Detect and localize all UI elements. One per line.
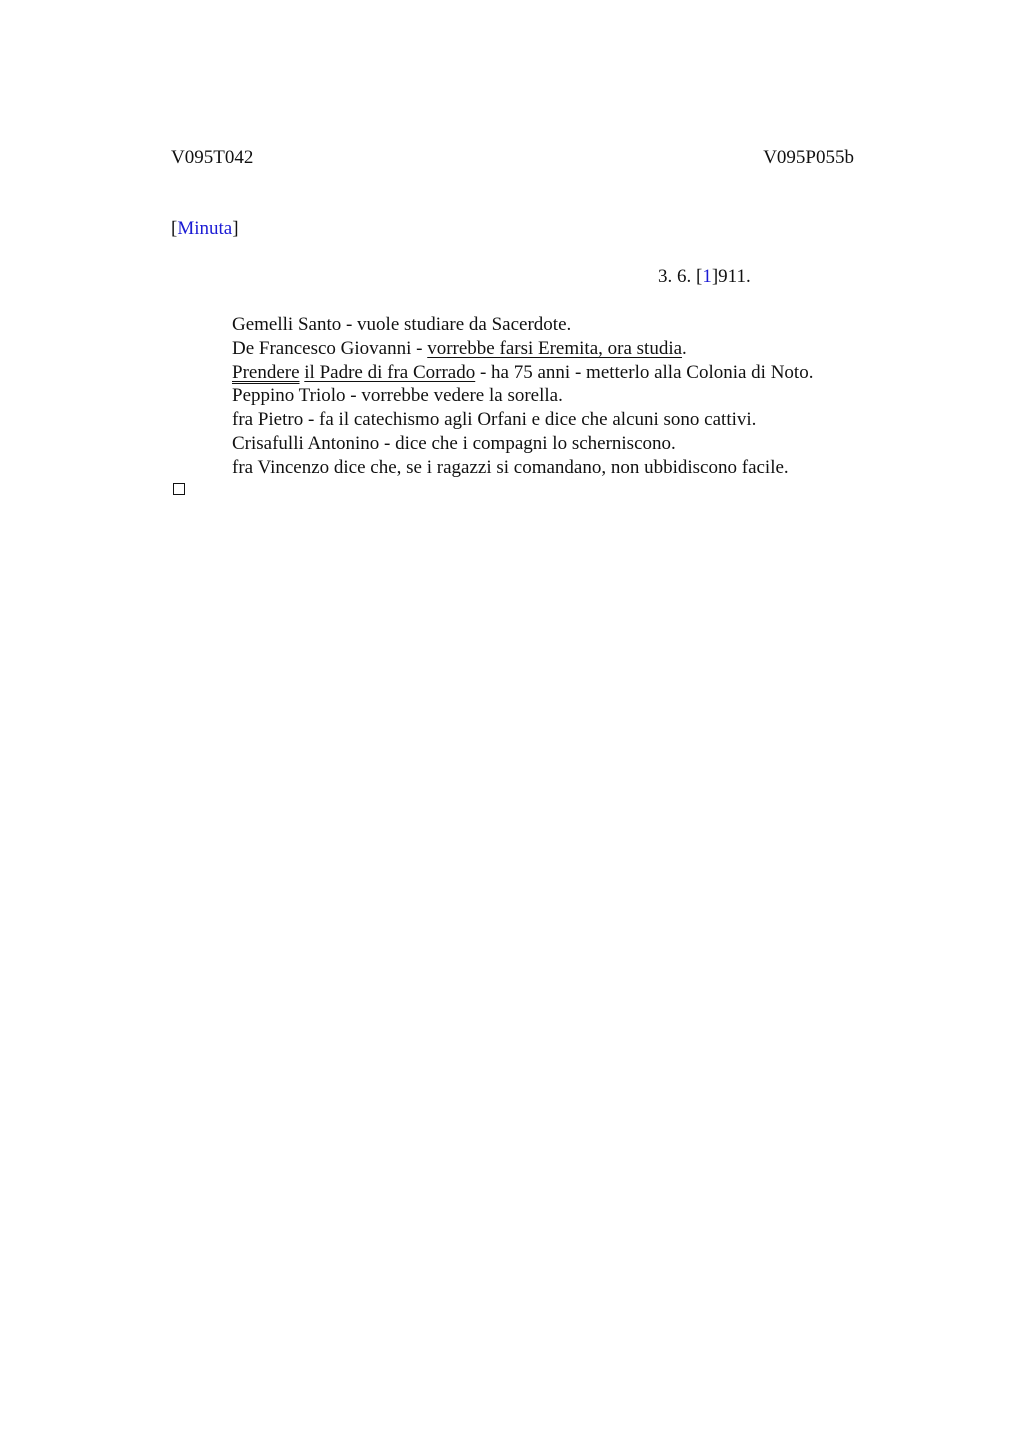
entry-peppino-triolo: Peppino Triolo - vorrebbe vedere la sorella. xyxy=(232,385,563,407)
bracket-close: ] xyxy=(232,218,239,239)
entry-crisafulli-antonino: Crisafulli Antonino - dice che i compagni lo scherniscono. xyxy=(232,432,676,454)
date-suffix: ]911. xyxy=(711,266,751,287)
end-of-text-square-icon xyxy=(173,483,185,495)
entry-fra-pietro: fra Pietro - fa il catechismo agli Orfani e dice che alcuni sono cattivi. xyxy=(232,409,757,431)
entry-end: . xyxy=(682,337,687,359)
underlined-text: vorrebbe farsi Eremita, ora studia xyxy=(427,337,683,359)
underlined-text: il Padre di fra Corrado xyxy=(304,361,476,383)
entry-de-francesco-giovanni xyxy=(232,337,813,361)
document-type-label xyxy=(171,218,239,240)
date-prefix: 3. 6. [ xyxy=(658,266,703,287)
minuta-label: Minuta xyxy=(177,218,233,239)
entry-name: De Francesco Giovanni - xyxy=(232,337,428,359)
entry-rest: - ha 75 anni - metterlo alla Colonia di Noto. xyxy=(475,361,814,383)
document-code-left: V095T042 xyxy=(171,147,254,168)
entry-gemelli-santo: Gemelli Santo - vuole studiare da Sacerdote. xyxy=(232,314,572,335)
document-code-right: V095P055b xyxy=(763,147,854,168)
entries-list xyxy=(232,313,813,480)
bracket-open: [ xyxy=(171,218,178,239)
entry-padre-fra-corrado xyxy=(232,361,813,385)
entry-fra-vincenzo: fra Vincenzo dice che, se i ragazzi si comandano, non ubbidiscono facile. xyxy=(232,456,789,478)
document-date xyxy=(658,266,751,288)
date-editorial-insert: 1 xyxy=(702,266,712,287)
double-underlined-text: Prendere xyxy=(232,361,300,383)
